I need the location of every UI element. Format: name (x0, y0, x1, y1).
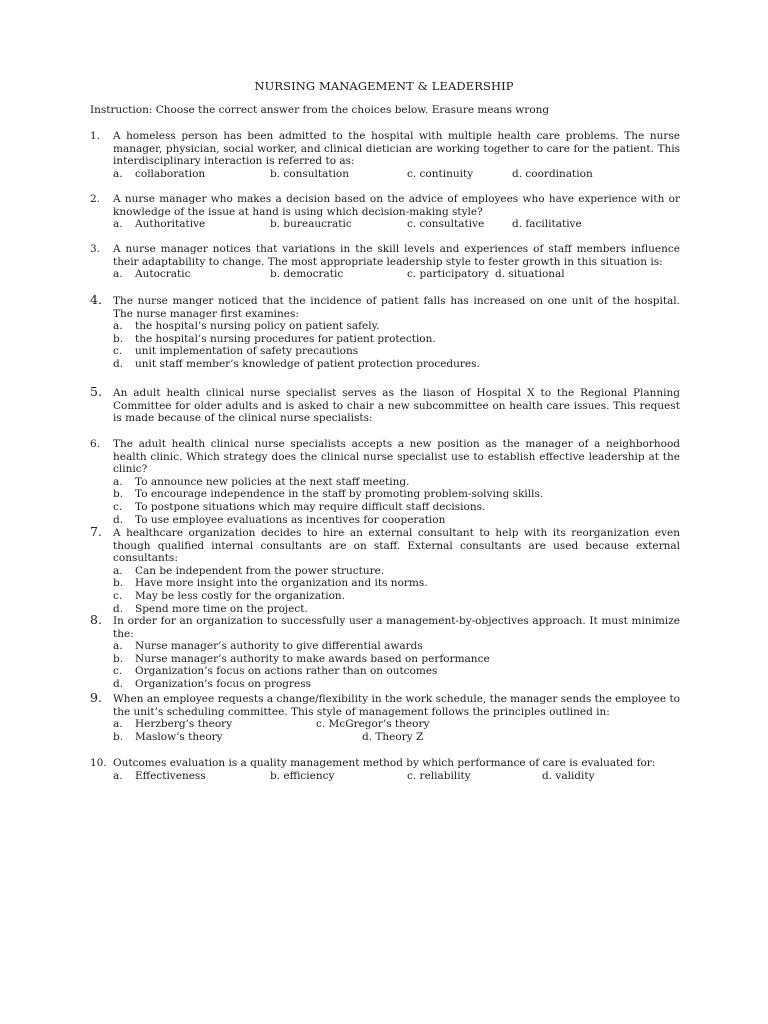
option-letter: a. (113, 475, 123, 488)
question-text: A healthcare organization decides to hire an external consultant to help with its reorganization even though qualified internal consultants are on staff. External consultants are used because external consultants: (113, 527, 680, 565)
option-b: b. bureaucratic (270, 218, 352, 231)
option-text: the hospital’s nursing procedures for patient protection. (135, 332, 436, 345)
question-text: The nurse manger noticed that the incidence of patient falls has increased on one unit of the hospital. The nurse manager first examines: (113, 295, 680, 320)
option-text: Nurse manager’s authority to make awards based on performance (135, 652, 490, 665)
option-letter: d. (113, 357, 124, 370)
question-text: An adult health clinical nurse specialist serves as the liason of Hospital X to the Regional Planning Committee for older adults and is asked to chair a new subcommittee on health care issues. This request is made because of the clinical nurse specialists: (113, 387, 680, 425)
options-row (113, 731, 680, 744)
option-letter: c. (113, 500, 123, 513)
option-letter: b. (113, 652, 124, 665)
question-4 (90, 292, 680, 371)
question-number: 1. (90, 130, 101, 142)
option-letter: b. (113, 332, 124, 345)
option-text: the hospital’s nursing policy on patient safely. (135, 320, 380, 333)
option-letter: b. (113, 730, 124, 743)
option-item (113, 653, 680, 666)
question-2 (90, 193, 680, 231)
option-item (113, 476, 680, 489)
question-text: A nurse manager notices that variations in the skill levels and experiences of staff members influence their adaptability to change. The most appropriate leadership style to fester growth in this situation is: (113, 243, 680, 268)
instruction-text: Instruction: Choose the correct answer from the choices below. Erasure means wrong (90, 104, 550, 116)
option-c: c. participatory (407, 268, 489, 281)
options-row (113, 168, 680, 181)
question-text: When an employee requests a change/flexibility in the work schedule, the manager sends the employee to the unit’s scheduling committee. This style of management follows the principles outlined in: (113, 693, 680, 718)
question-text: A homeless person has been admitted to the hospital with multiple health care problems. The nurse manager, physician, social worker, and clinical dietician are working together to care for the patient. This interdisciplinary interaction is referred to as: (113, 130, 680, 168)
option-text: Can be independent from the power structure. (135, 564, 385, 577)
options-row (113, 718, 680, 731)
option-d: d. situational (495, 268, 565, 281)
option-text: Spend more time on the project. (135, 602, 308, 615)
option-letter: a. (113, 167, 123, 180)
option-c: c. continuity (407, 167, 474, 180)
question-text: Outcomes evaluation is a quality management method by which performance of care is evaluated for: (113, 757, 656, 769)
option-c: c. McGregor’s theory (316, 718, 430, 731)
option-letter: a. (113, 564, 123, 577)
option-letter: a. (113, 640, 123, 653)
question-text: The adult health clinical nurse specialists accepts a new position as the manager of a neighborhood health clinic. Which strategy does the clinical nurse specialist use to establish effective leadership at the clinic? (113, 438, 680, 476)
option-item (113, 603, 680, 616)
option-item (113, 577, 680, 590)
option-text: To postpone situations which may require difficult staff decisions. (135, 500, 486, 513)
option-text: Nurse manager’s authority to give differential awards (135, 640, 423, 653)
option-letter: a. (113, 268, 123, 281)
question-number: 6. (90, 438, 101, 450)
option-letter: d. (113, 677, 124, 690)
question-text: A nurse manager who makes a decision based on the advice of employees who have experience with or knowledge of the issue at hand is using which decision-making style? (113, 193, 680, 218)
option-a: collaboration (135, 167, 206, 180)
option-item (113, 345, 680, 358)
option-letter: a. (113, 218, 123, 231)
option-letter: b. (113, 488, 124, 501)
option-item (113, 358, 680, 371)
question-number: 2. (90, 193, 101, 205)
option-a: Effectiveness (135, 769, 206, 782)
option-d: d. coordination (512, 167, 593, 180)
question-number: 7. (90, 524, 102, 539)
question-5 (90, 384, 680, 425)
option-b: Maslow’s theory (135, 730, 223, 743)
option-item (113, 678, 680, 691)
option-item (113, 501, 680, 514)
question-number: 8. (90, 612, 102, 627)
option-c: c. reliability (407, 769, 471, 782)
option-item (113, 488, 680, 501)
option-item (113, 640, 680, 653)
options-row (113, 218, 680, 231)
option-letter: b. (113, 577, 124, 590)
option-text: To use employee evaluations as incentives for cooperation (135, 513, 446, 526)
question-number: 10. (90, 757, 107, 769)
option-letter: c. (113, 589, 123, 602)
option-d: d. Theory Z (362, 730, 424, 743)
option-letter: d. (113, 602, 124, 615)
option-a: Autocratic (135, 268, 191, 281)
option-c: c. consultative (407, 218, 485, 231)
option-letter: a. (113, 718, 123, 731)
option-text: unit staff member’s knowledge of patient protection procedures. (135, 357, 480, 370)
option-letter: c. (113, 665, 123, 678)
option-text: unit implementation of safety precautions (135, 345, 359, 358)
question-text: In order for an organization to successfully user a management-by-objectives approach. It must minimize the: (113, 615, 680, 640)
option-text: Have more insight into the organization and its norms. (135, 577, 428, 590)
options-row (113, 268, 680, 281)
option-a: Herzberg’s theory (135, 718, 233, 731)
options-row (113, 770, 680, 783)
option-item (113, 320, 680, 333)
option-item (113, 590, 680, 603)
option-text: To announce new policies at the next staff meeting. (135, 475, 410, 488)
option-b: b. democratic (270, 268, 344, 281)
option-b: b. efficiency (270, 769, 335, 782)
option-text: To encourage independence in the staff by promoting problem-solving skills. (135, 488, 544, 501)
option-item (113, 565, 680, 578)
page-title: NURSING MANAGEMENT & LEADERSHIP (254, 79, 514, 93)
option-letter: a. (113, 320, 123, 333)
option-letter: a. (113, 769, 123, 782)
question-number: 3. (90, 243, 101, 255)
question-6 (90, 438, 680, 526)
option-item (113, 514, 680, 527)
option-b: b. consultation (270, 167, 350, 180)
option-item (113, 333, 680, 346)
option-a: Authoritative (135, 218, 206, 231)
question-number: 5. (90, 384, 102, 399)
question-10 (90, 757, 680, 782)
option-d: d. facilitative (512, 218, 582, 231)
option-text: Organization’s focus on progress (135, 677, 312, 690)
question-3 (90, 243, 680, 281)
question-1 (90, 130, 680, 180)
question-7 (90, 524, 680, 615)
option-text: Organization’s focus on actions rather than on outcomes (135, 665, 438, 678)
option-letter: d. (113, 513, 124, 526)
option-text: May be less costly for the organization. (135, 589, 346, 602)
question-number: 4. (90, 292, 102, 307)
question-9 (90, 690, 680, 743)
option-item (113, 665, 680, 678)
question-8 (90, 612, 680, 691)
question-number: 9. (90, 690, 102, 705)
option-letter: c. (113, 345, 123, 358)
option-d: d. validity (542, 769, 595, 782)
